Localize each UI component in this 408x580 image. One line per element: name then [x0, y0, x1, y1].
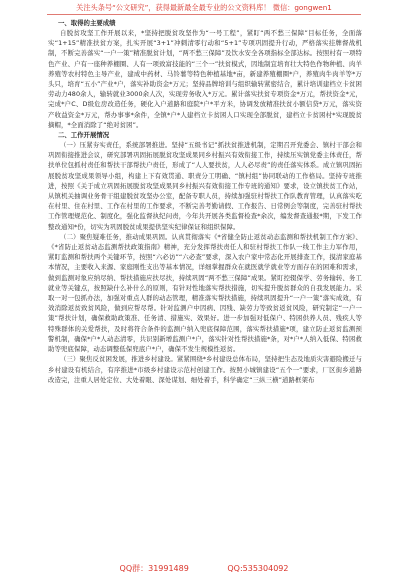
paragraph-achievements: 自脱贫攻坚工作开展以来，*坚持把脱贫攻坚作为“一号工程”，紧盯“两不愁三保障”目标任务，全面落实“1+15”精准扶贫方案，扎实开展“3+1”冲刺清零行动和“5+1”专项巩固提升行动，严格落实挂牌督战机制，不断完善落实“一户一策”精准脱贫计划，“两不愁三保障”及饮水安全各项指标全部达标。按照村有一项特色产业、户有一座种养棚圈、人有一项致富技能的“三个一”扶贫模式，因地制宜培育壮大特色作物种植、肉羊养殖等农村特色主导产业，建成中药材、马铃薯等特色种植基地*亩，新建养殖棚圈*户，养殖肉牛肉羊等*万头只，培育“五小”产业*户，落实补助资金*万元；坚持品牌培训与组织输转紧密结合，累计培训建档立卡贫困劳动力480余人，输转就业3000余人次，实现劳务收入*万元。累计落实扶贫专项资金*万元，帮扶资金*元，完成*户C、D级危房改造任务，硬化入户道路和庭院*户*平方米，协调发放精准扶贫小额信贷*万元，落实资产收益资金*万元，帮办事事*余件，全镇*户*人建档立卡贫困人口实现全部脱贫，建档立卡贫困村*实现脱贫摘帽，*全面消除了“绝对贫困”。 — [48, 29, 362, 129]
paragraph-consolidation: （二）聚焦疑难任务，推动成果巩固。认真贯彻落实《*省健全防止返贫动态监测和帮扶机制工作方案》、《*省防止返贫动态监测帮扶政策指南》精神，充分发挥帮扶责任人和驻村帮扶工作队一线工作主力军作用，紧盯监测和帮扶两个关键环节，按照“六必访”“六必查”要求，深入农户家中常态化开展排查工作，摸清家庭基本情况，主要收入来源、家庭刚性支出等基本情况，详细掌握群众在就医就学就业等方面存在的困难和需求，做到监测对象应纳尽纳、帮扶措施应扶尽扶，持续巩固“两不愁三保障”成果。紧盯控辍保学、劳务输转、务工就业等关键点，按照缺什么补什么的原则，有针对性地落实帮扶措施，切实提升脱贫群众的自我发展能力。采取一对一包抓办法，加强对重点人群的动态管理，精准落实帮扶措施，持续巩固提升“一户一策”落实成效，有效消除返贫致贫风险，做到应帮尽帮。针对监测户中因病、因残、缺劳力等致贫返贫风险，研究制定“一户一策”帮扶计划，确保救助政策准、任务清、措施实、效果好。进一步加强对低保户、特困供养人员、残疾人等特殊群体的关爱帮扶，及时将符合条件的监测户纳入兜底保障范围，落实帮扶措施*项，建立防止返贫监测预警机制，确保*户*人动态清零，共识别新增监测户*户，落实针对性帮扶措施*条，对*户*人纳入低保、特困救助等兜底保障，动态调整低保兜底户*户，确保不发生规模性返贫。 — [48, 232, 362, 354]
contact-footer — [0, 564, 408, 574]
promo-banner: 关注头条号“公文研究”，获得最新最全最专业的公文资料库！ 微信：gongwen1 — [76, 3, 332, 12]
qq-group-text: QQ群：31991489 — [119, 564, 189, 573]
document-body — [48, 18, 362, 385]
paragraph-rural-construction: （三）聚焦反贫困发展，推进乡村建设。紧紧围绕*乡村建设总体布局，坚持把生态及地质灾害避险搬迁与乡村建设有机结合，有序推进*市级乡村建设示范村创建工作。按照小城镇建设“五个一”要求，厂区街乡道路改造完，注重人居处定位、大处着眼、深处谋划、细处着手，科学确定“三纵三横”道路框架布 — [48, 355, 362, 384]
qq-contact-text: QQ:535304092 — [227, 564, 289, 573]
section-heading-work: 二、工作开展情况 — [58, 131, 110, 140]
section-heading-achievements: 一、取得的主要成绩 — [58, 19, 116, 27]
header-divider — [47, 14, 361, 15]
paragraph-responsibility: （一）压紧夯实责任，系统部署推进。坚持“五级书记”抓扶贫推进机制，定期召开党委会、镇村干部会和巩固衔接推进会议，研究部署巩固拓展脱贫攻坚成果同乡村振兴有效衔接工作，持续压实镇党委主体责任，帮扶单位包抓村责任和帮扶干部帮扶户责任，形成了“人人要扶贫，人人必尽责”的责任落实体系。成立镇巩固拓展脱贫攻坚成果领导小组，构建上下有效贯通、职责分工明确、“镇村组”协同联动的工作格局。坚持专班推进，按照《关于成立巩固拓展脱贫攻坚成果同乡村振兴有效衔接工作专班的通知》要求，设立镇扶贫工作站，从镇机关抽调业务骨干组建脱贫攻坚办公室，配备专职人员，持续加强驻村帮扶工作队教育管理，认真落实吃在村里、住在村里、工作在村里的工作要求，不断完善考勤请假、工作报告、日常例会等制度，完善驻村帮扶工作管理规范化、制度化，强化监督执纪问责，今年共开展各类监督检查*余次，编发督查通报*期，下发工作整改通知*份，切实为巩固脱贫成果提供坚实纪律保证和组织保障。 — [48, 141, 362, 231]
